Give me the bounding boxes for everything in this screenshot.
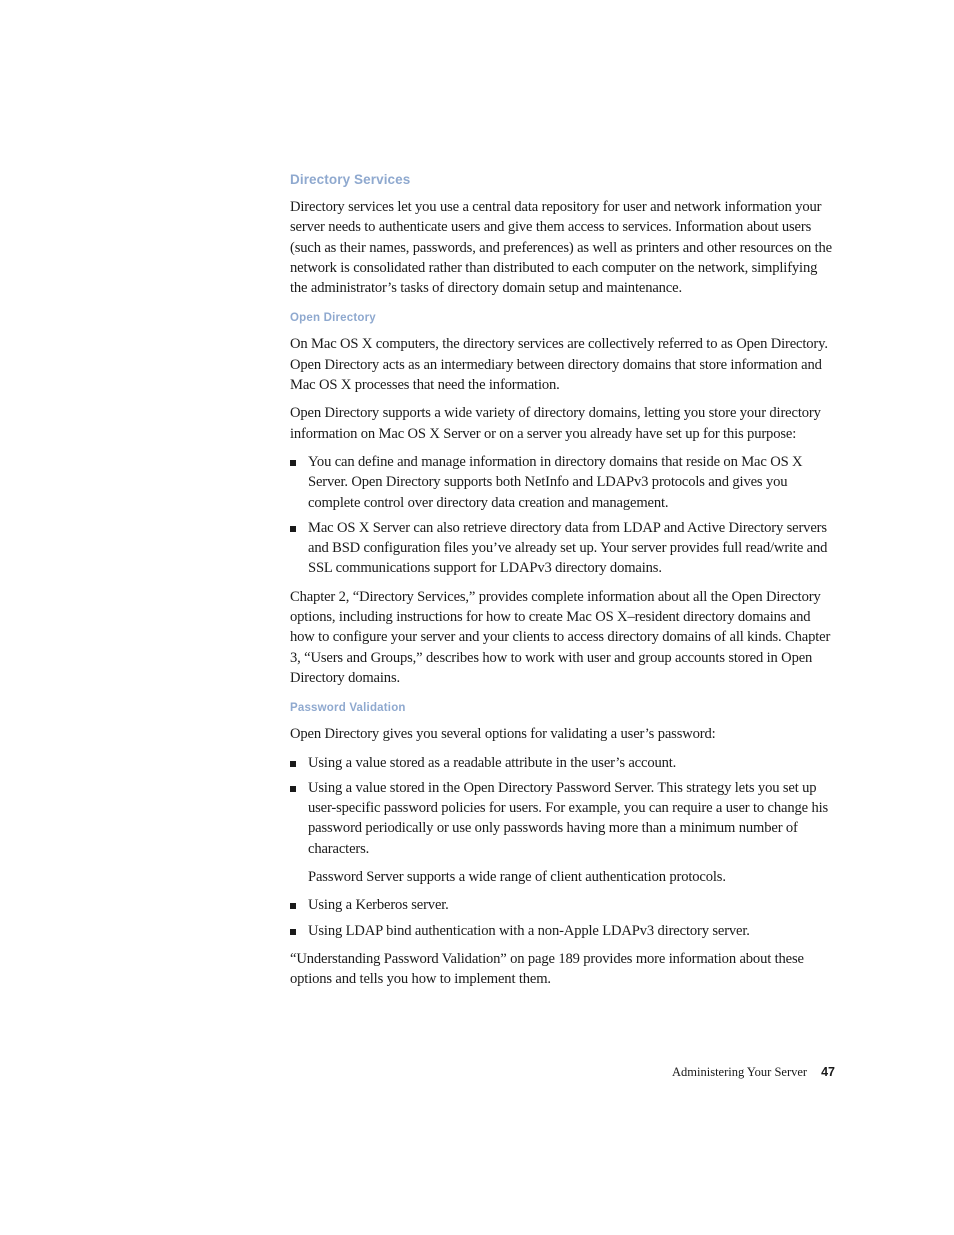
list-item-text: Using a Kerberos server.: [308, 897, 449, 914]
page-footer: [670, 1063, 835, 1081]
open-directory-para-1: On Mac OS X computers, the directory services are collectively referred to as Open Directory. Open Directory acts as an intermediary between directory domains that store information and Mac OS X processes that need the information.: [290, 336, 828, 394]
password-validation-bullet-list: [290, 753, 835, 859]
list-item-text: Mac OS X Server can also retrieve directory data from LDAP and Active Directory servers and BSD configuration files you’ve already set up. Your server provides full read/write and SSL communications support for LDAPv3 directory domains.: [308, 519, 828, 577]
list-item: [290, 921, 835, 941]
password-server-note: Password Server supports a wide range of client authentication protocols.: [308, 869, 726, 886]
footer-label: Administering Your Server: [672, 1065, 808, 1079]
page-number: 47: [821, 1065, 835, 1079]
page-content: [290, 172, 835, 998]
open-directory-heading: Open Directory: [290, 312, 376, 325]
open-directory-para-3: Chapter 2, “Directory Services,” provides complete information about all the Open Directory options, including instructions for how to create Mac OS X–resident directory domains and how to configure your server and your clients to access directory domains of all kinds. Chapter 3, “Users and Groups,” describes how to work with user and group accounts stored in Open Directory domains.: [290, 588, 831, 686]
bullet-square-icon: [290, 929, 296, 935]
section-heading: Directory Services: [290, 172, 411, 187]
section-intro: Directory services let you use a central data repository for user and network information your server needs to authenticate users and give them access to services. Information about users (such as their names, passwords, and preferences) as well as printers and other resources on the network is consolidated rather than distributed to each computer on the network, simplifying the administrator’s tasks of directory domain setup and maintenance.: [290, 199, 832, 297]
list-item-text: Using a value stored in the Open Directory Password Server. This strategy lets you set up user-specific password policies for users. For example, you can require a user to change his password periodically or use only passwords having more than a minimum number of characters.: [308, 779, 829, 857]
bullet-square-icon: [290, 460, 296, 466]
open-directory-bullet-list: [290, 452, 835, 579]
list-item: [290, 895, 835, 915]
bullet-square-icon: [290, 786, 296, 792]
list-item: [290, 778, 835, 859]
bullet-square-icon: [290, 761, 296, 767]
password-validation-closing: “Understanding Password Validation” on page 189 provides more information about these options and tells you how to implement them.: [290, 950, 804, 988]
password-validation-bullet-list-2: [290, 895, 835, 941]
list-item-text: You can define and manage information in directory domains that reside on Mac OS X Server. Open Directory supports both NetInfo and LDAPv3 protocols and gives you complete control over directory data creation and management.: [308, 453, 803, 511]
open-directory-para-2: Open Directory supports a wide variety of directory domains, letting you store your directory information on Mac OS X Server or on a server you already have set up for this purpose:: [290, 405, 821, 442]
list-item: [290, 452, 835, 513]
list-item-text: Using LDAP bind authentication with a non-Apple LDAPv3 directory server.: [308, 922, 750, 939]
list-item: [290, 518, 835, 579]
bullet-square-icon: [290, 903, 296, 909]
list-item: [290, 753, 835, 773]
password-validation-heading: Password Validation: [290, 702, 406, 715]
bullet-square-icon: [290, 526, 296, 532]
list-item-text: Using a value stored as a readable attribute in the user’s account.: [308, 754, 677, 771]
password-validation-intro: Open Directory gives you several options for validating a user’s password:: [290, 726, 716, 743]
